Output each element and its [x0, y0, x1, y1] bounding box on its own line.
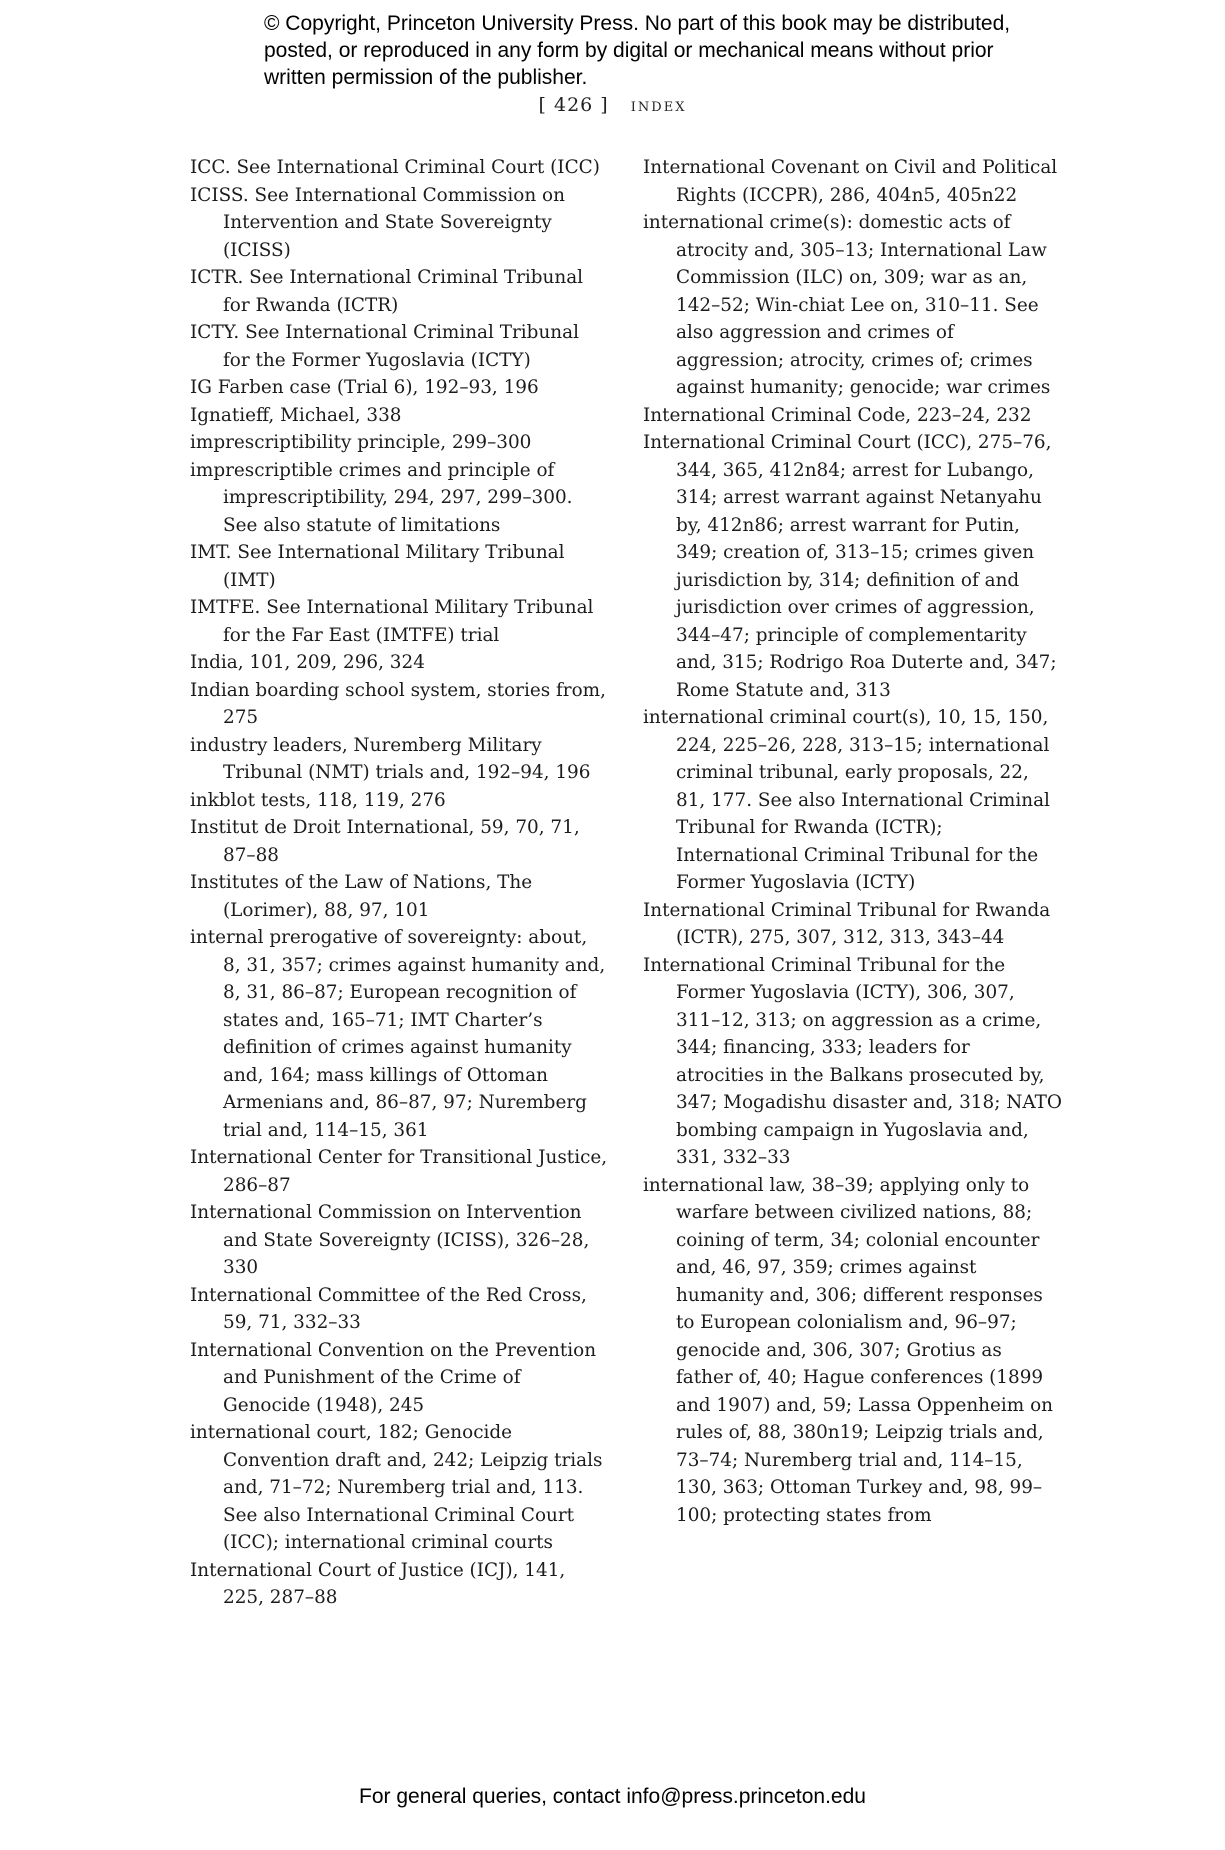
index-entry: Institutes of the Law of Nations, The (Lorimer), 88, 97, 101 — [190, 872, 533, 921]
index-entry: ICC. See International Criminal Court (ICC) — [190, 157, 600, 178]
index-entry: industry leaders, Nuremberg Military Tribunal (NMT) trials and, 192–94, 196 — [190, 734, 591, 783]
index-entry: IG Farben case (Trial 6), 192–93, 196 — [190, 377, 539, 398]
index-entry: inkblot tests, 118, 119, 276 — [190, 789, 446, 811]
index-entry: ICISS. See International Commission on Intervention and State Sovereignty (ICISS) — [190, 184, 565, 261]
index-entry: International Committee of the Red Cross, 59, 71, 332–33 — [190, 1284, 587, 1333]
footer-contact: For general queries, contact info@press.princeton.edu — [359, 1785, 866, 1808]
index-entry: International Commission on Intervention and State Sovereignty (ICISS), 326–28, 330 — [190, 1202, 590, 1278]
index-entry: Ignatieff, Michael, 338 — [190, 404, 402, 426]
index-entry: international crime(s): domestic acts of atrocity and, 305–13; International Law Commission (ILC) on, 309; war as an, 142–52; Win-chiat Lee on, 310–11. See also aggression and crimes of aggression; atrocity, crimes of; crimes against humanity; genocide; war crimes — [643, 212, 1051, 398]
index-entry: International Convention on the Prevention and Punishment of the Crime of Genocide (1948), 245 — [190, 1339, 597, 1416]
page-number: [ 426 ] — [538, 94, 609, 116]
index-entry: International Court of Justice (ICJ), 141, 225, 287–88 — [190, 1559, 566, 1608]
index-entry: international criminal court(s), 10, 15, 150, 224, 225–26, 228, 313–15; international criminal tribunal, early proposals, 22, 81, 177. See also International Criminal Tribunal for Rwanda (ICTR); International Criminal Tribunal for the Former Yugoslavia (ICTY) — [643, 707, 1050, 893]
index-entry: Institut de Droit International, 59, 70, 71, 87–88 — [190, 817, 580, 866]
index-column-left — [190, 154, 610, 1612]
index-entry: international court, 182; Genocide Convention draft and, 242; Leipzig trials and, 71–72; Nuremberg trial and, 113. See also International Criminal Court (ICC); international criminal courts — [190, 1422, 603, 1553]
running-head — [0, 92, 1225, 118]
index-entry: internal prerogative of sovereignty: about, 8, 31, 357; crimes against humanity and, 8, 31, 86–87; European recognition of states and, 165–71; IMT Charter’s definition of crimes against humanity and, 164; mass killings of Ottoman Armenians and, 86–87, 97; Nuremberg trial and, 114–15, 361 — [190, 927, 606, 1141]
index-entry: IMT. See International Military Tribunal (IMT) — [190, 542, 565, 591]
index-entry: International Center for Transitional Justice, 286–87 — [190, 1147, 608, 1196]
section-title: index — [630, 94, 687, 116]
index-entry: ICTR. See International Criminal Tribunal for Rwanda (ICTR) — [190, 267, 584, 316]
index-entry: International Covenant on Civil and Political Rights (ICCPR), 286, 404n5, 405n22 — [643, 157, 1058, 206]
index-entry: International Criminal Tribunal for the Former Yugoslavia (ICTY), 306, 307, 311–12, 313; on aggression as a crime, 344; financing, 333; leaders for atrocities in the Balkans prosecuted by, 347; Mogadishu disaster and, 318; NATO bombing campaign in Yugoslavia and, 331, 332–33 — [643, 954, 1062, 1168]
index-entry: Indian boarding school system, stories from, 275 — [190, 679, 606, 728]
index-column-right — [643, 154, 1063, 1529]
index-entry: International Criminal Court (ICC), 275–76, 344, 365, 412n84; arrest for Lubango, 314; arrest warrant against Netanyahu by, 412n86; arrest warrant for Putin, 349; creation of, 313–15; crimes given jurisdiction by, 314; definition of and jurisdiction over crimes of aggression, 344–47; principle of complementarity and, 315; Rodrigo Roa Duterte and, 347; Rome Statute and, 313 — [643, 432, 1057, 701]
index-entry: IMTFE. See International Military Tribunal for the Far East (IMTFE) trial — [190, 597, 594, 646]
index-entry: international law, 38–39; applying only to warfare between civilized nations, 88; coining of term, 34; colonial encounter and, 46, 97, 359; crimes against humanity and, 306; different responses to European colonialism and, 96–97; genocide and, 306, 307; Grotius as father of, 40; Hague conferences (1899 and 1907) and, 59; Lassa Oppenheim on rules of, 88, 380n19; Leipzig trials and, 73–74; Nuremberg trial and, 114–15, 130, 363; Ottoman Turkey and, 98, 99–100; protecting states from — [643, 1174, 1053, 1526]
index-entry: International Criminal Code, 223–24, 232 — [643, 404, 1032, 426]
index-entry: ICTY. See International Criminal Tribunal for the Former Yugoslavia (ICTY) — [190, 322, 579, 371]
index-entry: International Criminal Tribunal for Rwanda (ICTR), 275, 307, 312, 313, 343–44 — [643, 899, 1051, 948]
copyright-notice: © Copyright, Princeton University Press. No part of this book may be distributed, posted, or reproduced in any form by digital or mechanical means without prior written permission of the publisher. — [264, 12, 1011, 89]
index-entry: imprescriptible crimes and principle of imprescriptibility, 294, 297, 299–300. See also statute of limitations — [190, 459, 573, 536]
index-entry: India, 101, 209, 296, 324 — [190, 652, 425, 673]
index-entry: imprescriptibility principle, 299–300 — [190, 432, 532, 453]
